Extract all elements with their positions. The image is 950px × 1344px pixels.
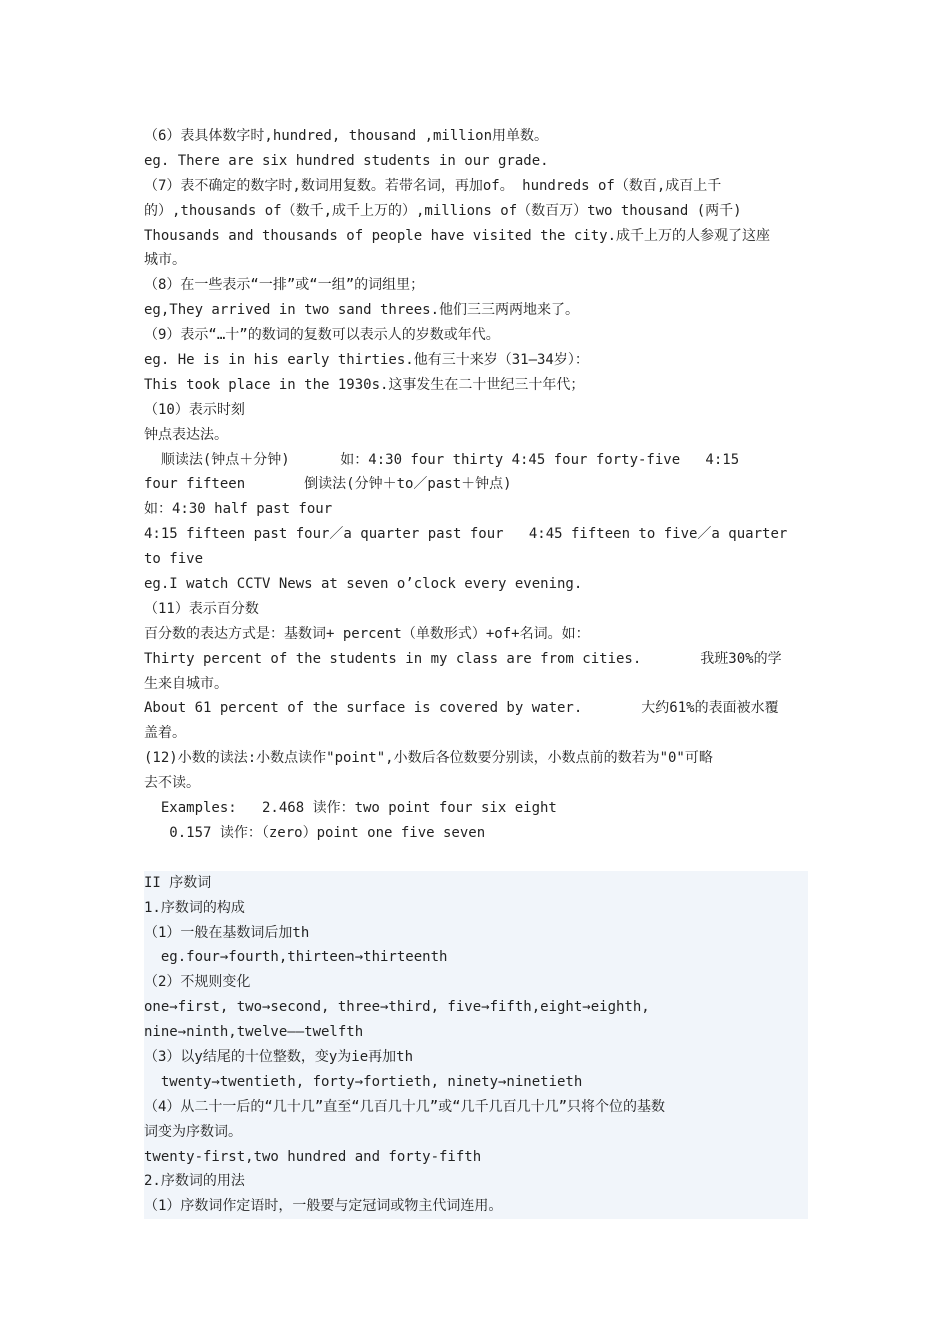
text-line: （10）表示时刻 bbox=[144, 401, 245, 418]
text-line: （2）不规则变化 bbox=[144, 974, 251, 991]
text-line: eg. He is in his early thirties.他有三十来岁（31—34岁）： bbox=[144, 352, 589, 369]
text-line: （1）一般在基数词后加th bbox=[144, 924, 310, 941]
text-line: twenty→twentieth, forty→fortieth, ninety→ninetieth bbox=[144, 1073, 583, 1090]
text-line: II 序数词 bbox=[144, 874, 212, 891]
text-line: (12)小数的读法:小数点读作"point",小数后各位数要分别读，小数点前的数若为"0"可略 bbox=[144, 750, 713, 767]
text-line: 词变为序数词。 bbox=[144, 1123, 242, 1140]
document-page bbox=[144, 124, 808, 1219]
text-line: 钟点表达法。 bbox=[144, 426, 228, 443]
text-line: nine→ninth,twelve——twelfth bbox=[144, 1024, 364, 1041]
text-line: eg.I watch CCTV News at seven o’clock every evening. bbox=[144, 576, 583, 593]
text-line: Examples: 2.468 读作：two point four six eight bbox=[144, 800, 557, 817]
text-line: 4:15 fifteen past four／a quarter past four 4:45 fifteen to five／a quarter bbox=[144, 526, 788, 543]
blank-line bbox=[144, 846, 808, 871]
text-line: 盖着。 bbox=[144, 725, 186, 742]
ordinal-numbers-section bbox=[144, 871, 808, 1219]
text-line: four fifteen 倒读法(分钟＋to／past＋钟点) bbox=[144, 476, 512, 493]
text-line: 0.157 读作：（zero）point one five seven bbox=[144, 824, 486, 841]
text-line: （4）从二十一后的“几十几”直至“几百几十几”或“几千几百几十几”只将个位的基数 bbox=[144, 1098, 665, 1115]
text-line: twenty-first,two hundred and forty-fifth bbox=[144, 1148, 482, 1165]
text-line: eg. There are six hundred students in our grade. bbox=[144, 152, 549, 169]
cardinal-numbers-section bbox=[144, 124, 808, 846]
text-line: 去不读。 bbox=[144, 775, 200, 792]
text-line: 百分数的表达方式是：基数词+ percent（单数形式）+of+名词。如： bbox=[144, 625, 590, 642]
text-line: to five bbox=[144, 551, 204, 568]
text-line: This took place in the 1930s.这事发生在二十世纪三十年代； bbox=[144, 376, 585, 393]
text-line: 城市。 bbox=[144, 252, 186, 269]
text-line: （7）表不确定的数字时,数词用复数。若带名词，再加of。 hundreds of（数百,成百上千 bbox=[144, 177, 722, 194]
text-line: 如：4:30 half past four bbox=[144, 501, 333, 518]
text-line: （11）表示百分数 bbox=[144, 600, 259, 617]
text-line: （8）在一些表示“一排”或“一组”的词组里； bbox=[144, 277, 425, 294]
text-line: （9）表示“…十”的数词的复数可以表示人的岁数或年代。 bbox=[144, 327, 500, 344]
text-line: （3）以y结尾的十位整数，变y为ie再加th bbox=[144, 1048, 414, 1065]
text-line: （1）序数词作定语时，一般要与定冠词或物主代词连用。 bbox=[144, 1198, 503, 1215]
text-line: （6）表具体数字时,hundred, thousand ,million用单数。 bbox=[144, 128, 549, 144]
text-line: 生来自城市。 bbox=[144, 675, 228, 692]
text-line: 顺读法(钟点＋分钟) 如：4:30 four thirty 4:45 four forty-five 4:15 bbox=[144, 451, 740, 468]
text-line: 1.序数词的构成 bbox=[144, 899, 245, 916]
text-line: eg,They arrived in two sand threes.他们三三两两地来了。 bbox=[144, 302, 580, 319]
text-line: Thousands and thousands of people have visited the city.成千上万的人参观了这座 bbox=[144, 227, 771, 244]
text-line: About 61 percent of the surface is covered by water. 大约61%的表面被水覆 bbox=[144, 700, 779, 717]
text-line: one→first, two→second, three→third, five→fifth,eight→eighth, bbox=[144, 999, 650, 1016]
text-line: Thirty percent of the students in my class are from cities. 我班30%的学 bbox=[144, 650, 782, 667]
text-line: 2.序数词的用法 bbox=[144, 1173, 245, 1190]
text-line: 的）,thousands of（数千,成千上万的）,millions of（数百万）two thousand (两千) bbox=[144, 202, 742, 219]
text-line: eg.four→fourth,thirteen→thirteenth bbox=[144, 949, 448, 966]
